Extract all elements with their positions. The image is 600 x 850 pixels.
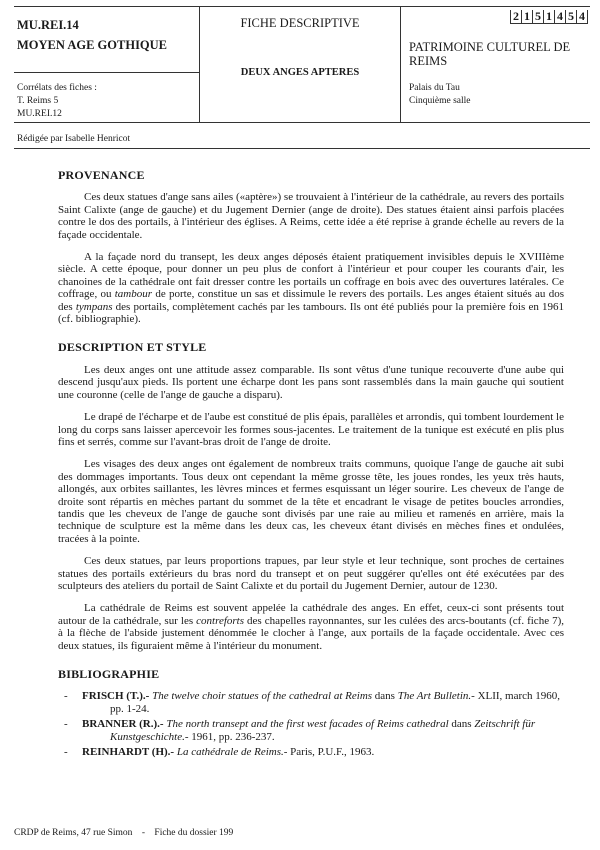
correlat-item: T. Reims 5 (17, 96, 59, 106)
footer-dossier: Fiche du dossier 199 (154, 828, 234, 838)
header-right-column (399, 6, 590, 122)
provenance-paragraph: Ces deux statues d'ange sans ailes («aptère») se trouvaient à l'intérieur de la cathédrale, au revers des portails Saint Calixte (ange de gauche) et du Jugement Dernier (ange de droite). Des statues étaient ainsi parfois placées contre le dos des portails, à l'intérieur des églises. A Reims, cette idée a été reprise à grande échelle au revers de la façade occidentale. (58, 191, 564, 241)
main-content (58, 169, 564, 761)
header-box (14, 6, 590, 122)
header-bottom-rule (14, 122, 590, 123)
description-paragraph: Le drapé de l'écharpe et de l'aube est constitué de plis épais, parallèles et arrondis, qui tombent lourdement le long du corps sans laisser apercevoir les formes sous-jacentes. Le traitement de la tunique est exécuté en plis plus fins et serrés, comme sur l'avant-bras droit de l'ange de droite. (58, 411, 564, 448)
reference-code: MU.REI.14 (17, 18, 79, 32)
patrimoine-label: PATRIMOINE CULTUREL DE (409, 40, 571, 54)
provenance-paragraph: A la façade nord du transept, les deux anges déposés étaient pratiquement invisibles depuis le XVIIIème siècle. A cette époque, pour donner un peu plus de confort à l'intérieur et pour couper les courants d'air, les chanoines de la cathédrale ont fait dresser contre les portails un coffrage en bois avec des ouvertures latérales. Ce coffrage, ou tambour de porte, constitue un sas et dissimule le revers des portails. Les anges étaient situés au dos des tympans des portails, complètement cachés par les tambours. Ils ont été publiés pour la première fois en 1961 (cf. bibliographie). (58, 251, 564, 326)
bibliography-entry: - FRISCH (T.).- The twelve choir statues of the cathedral at Reims dans The Art Bulletin.- XLII, march 1960, pp. 1-24. (64, 690, 561, 715)
description-paragraph: La cathédrale de Reims est souvent appelée la cathédrale des anges. En effet, ceux-ci sont présents tout autour de la cathédrale, sur les contreforts des chapelles rayonnantes, sur les culées des arcs-boutants (cf. fiche 7), à la flèche de l'abside justement dénommée le clocher à l'ange, aux portails de la façade occidentale. Avec ces deux statues, ils figuraient même à l'intérieur du monument. (58, 602, 565, 652)
correlats-label: Corrélats des fiches : (17, 83, 97, 93)
section-title-description: DESCRIPTION ET STYLE (58, 340, 207, 355)
description-paragraph: Les deux anges ont une attitude assez comparable. Ils sont vêtus d'une tunique recouverte d'une aube qui descend jusqu'aux pieds. Ils portent une écharpe dont les pans sont rassemblés dans la main gauche qui soutient une couronne (celle de l'ange de gauche a disparu). (58, 363, 564, 401)
description-paragraph: Ces deux statues, par leurs proportions trapues, par leur style et leur technique, sont proches de certaines statues des portails extérieurs du bras nord du transept et on peut suggérer qu'elles ont été exécutées par des sculpteurs des ateliers du portail de Saint Calixte et du portail du Jugement Dernier, autour de 1230. (58, 555, 564, 592)
header-left-column (14, 6, 199, 122)
author-credit: Rédigée par Isabelle Henricot (17, 134, 131, 144)
document-type: FICHE DESCRIPTIVE (240, 16, 360, 30)
left-column-divider (14, 72, 199, 73)
footer-publisher: CRDP de Reims, 47 rue Simon (14, 828, 133, 838)
correlat-item: MU.REI.12 (17, 109, 62, 119)
section-title-bibliography: BIBLIOGRAPHIE (58, 667, 160, 681)
bibliography-entry: - REINHARDT (H).- La cathédrale de Reims.- Paris, P.U.F., 1963. (64, 746, 375, 759)
description-paragraph: Les visages des deux anges ont également de nombreux traits communs, quoique l'ange de gauche ait subi des dommages importants. Tous deux ont cependant la même grosse tête, les joues rondes, les yeux très hauts, allongés, aux orbites saillantes, les lèvres minces et fermes esquissant un léger sourire. Les cheveux de l'ange de droite sont répartis en mèches partant du sommet de la tête et encadrant le visage de petites boucles arrondies, tandis que les cheveux de l'ange de gauche sont divisés par une raie au milieu et ramenés en arrière, mais la technique de sculpture est la même dans les deux cas, les cheveux étant divisés en mèches fines et ondulées, tracées à la pointe. (58, 458, 564, 545)
classification-code: 2 1 5 1 4 5 4 (510, 10, 588, 24)
header-middle-column (199, 6, 401, 122)
bibliography-entry: - BRANNER (R.).- The north transept and the first west facades of Reims cathedral dans Zeitschrift für Kunstgeschichte.- 1961, pp. 236-237. (64, 718, 536, 743)
section-title-provenance: PROVENANCE (58, 168, 145, 182)
document-title: DEUX ANGES APTERES (240, 67, 360, 78)
location-building: Palais du Tau (409, 83, 460, 93)
patrimoine-city: REIMS (409, 54, 448, 68)
author-rule (14, 148, 590, 149)
page-footer (14, 828, 233, 838)
footer-separator: - (141, 828, 145, 838)
location-room: Cinquième salle (409, 96, 471, 106)
period-label: MOYEN AGE GOTHIQUE (17, 38, 168, 52)
